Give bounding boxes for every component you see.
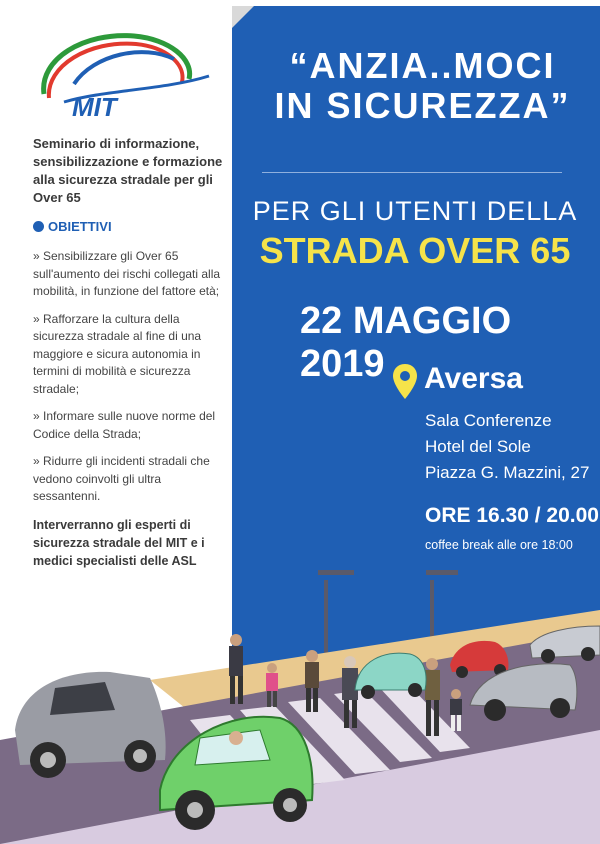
subtitle-line-1: PER GLI UTENTI DELLA [252, 196, 578, 226]
experts-note: Interverranno gli esperti di sicurezza stradale del MIT e i medici specialisti delle ASL [33, 517, 205, 568]
street-illustration [0, 560, 600, 844]
subtitle-line-2: STRADA OVER 65 [259, 230, 571, 271]
left-column [33, 135, 223, 570]
venue-line: Piazza G. Mazzini, 27 [425, 463, 590, 482]
title-line-2: IN SICUREZZA” [274, 85, 571, 126]
grey-car-icon [15, 672, 166, 778]
venue-line: Sala Conferenze [425, 411, 552, 430]
objectives-heading [33, 219, 223, 234]
event-time: ORE 16.30 / 20.00 [425, 504, 599, 527]
venue-address [425, 408, 589, 486]
objective-item: » Informare sulle nuove norme del Codice della Strada; [33, 409, 216, 441]
event-title [250, 46, 595, 126]
event-city: Aversa [424, 362, 523, 395]
objective-item: » Ridurre gli incidenti stradali che vedono coinvolti gli ultra sessantenni. [33, 454, 210, 503]
location-pin-icon [392, 363, 418, 401]
objective-item: » Rafforzare la cultura della sicurezza stradale al fine di una maggiore e sicura autonomia in termini di mobilità e sicurezza stradale; [33, 311, 202, 396]
panel-corner [232, 6, 254, 28]
title-line-1: “ANZIA..MOCI [289, 45, 556, 86]
logo-text: MIT [72, 92, 117, 122]
coffee-break-note: coffee break alle ore 18:00 [425, 538, 573, 552]
divider [262, 172, 562, 173]
venue-line: Hotel del Sole [425, 437, 531, 456]
objectives-label: OBIETTIVI [48, 219, 112, 234]
seminar-intro: Seminario di informazione, sensibilizzazione e formazione alla sicurezza stradale per gli Over 65 [33, 136, 223, 205]
bullet-dot-icon [33, 221, 44, 232]
event-date: 22 MAGGIO 2019 [300, 300, 512, 385]
objective-item: » Sensibilizzare gli Over 65 sull'aumento dei rischi collegati alla mobilità, in funzione del fattore età; [33, 249, 221, 298]
mit-logo-icon [24, 24, 214, 124]
